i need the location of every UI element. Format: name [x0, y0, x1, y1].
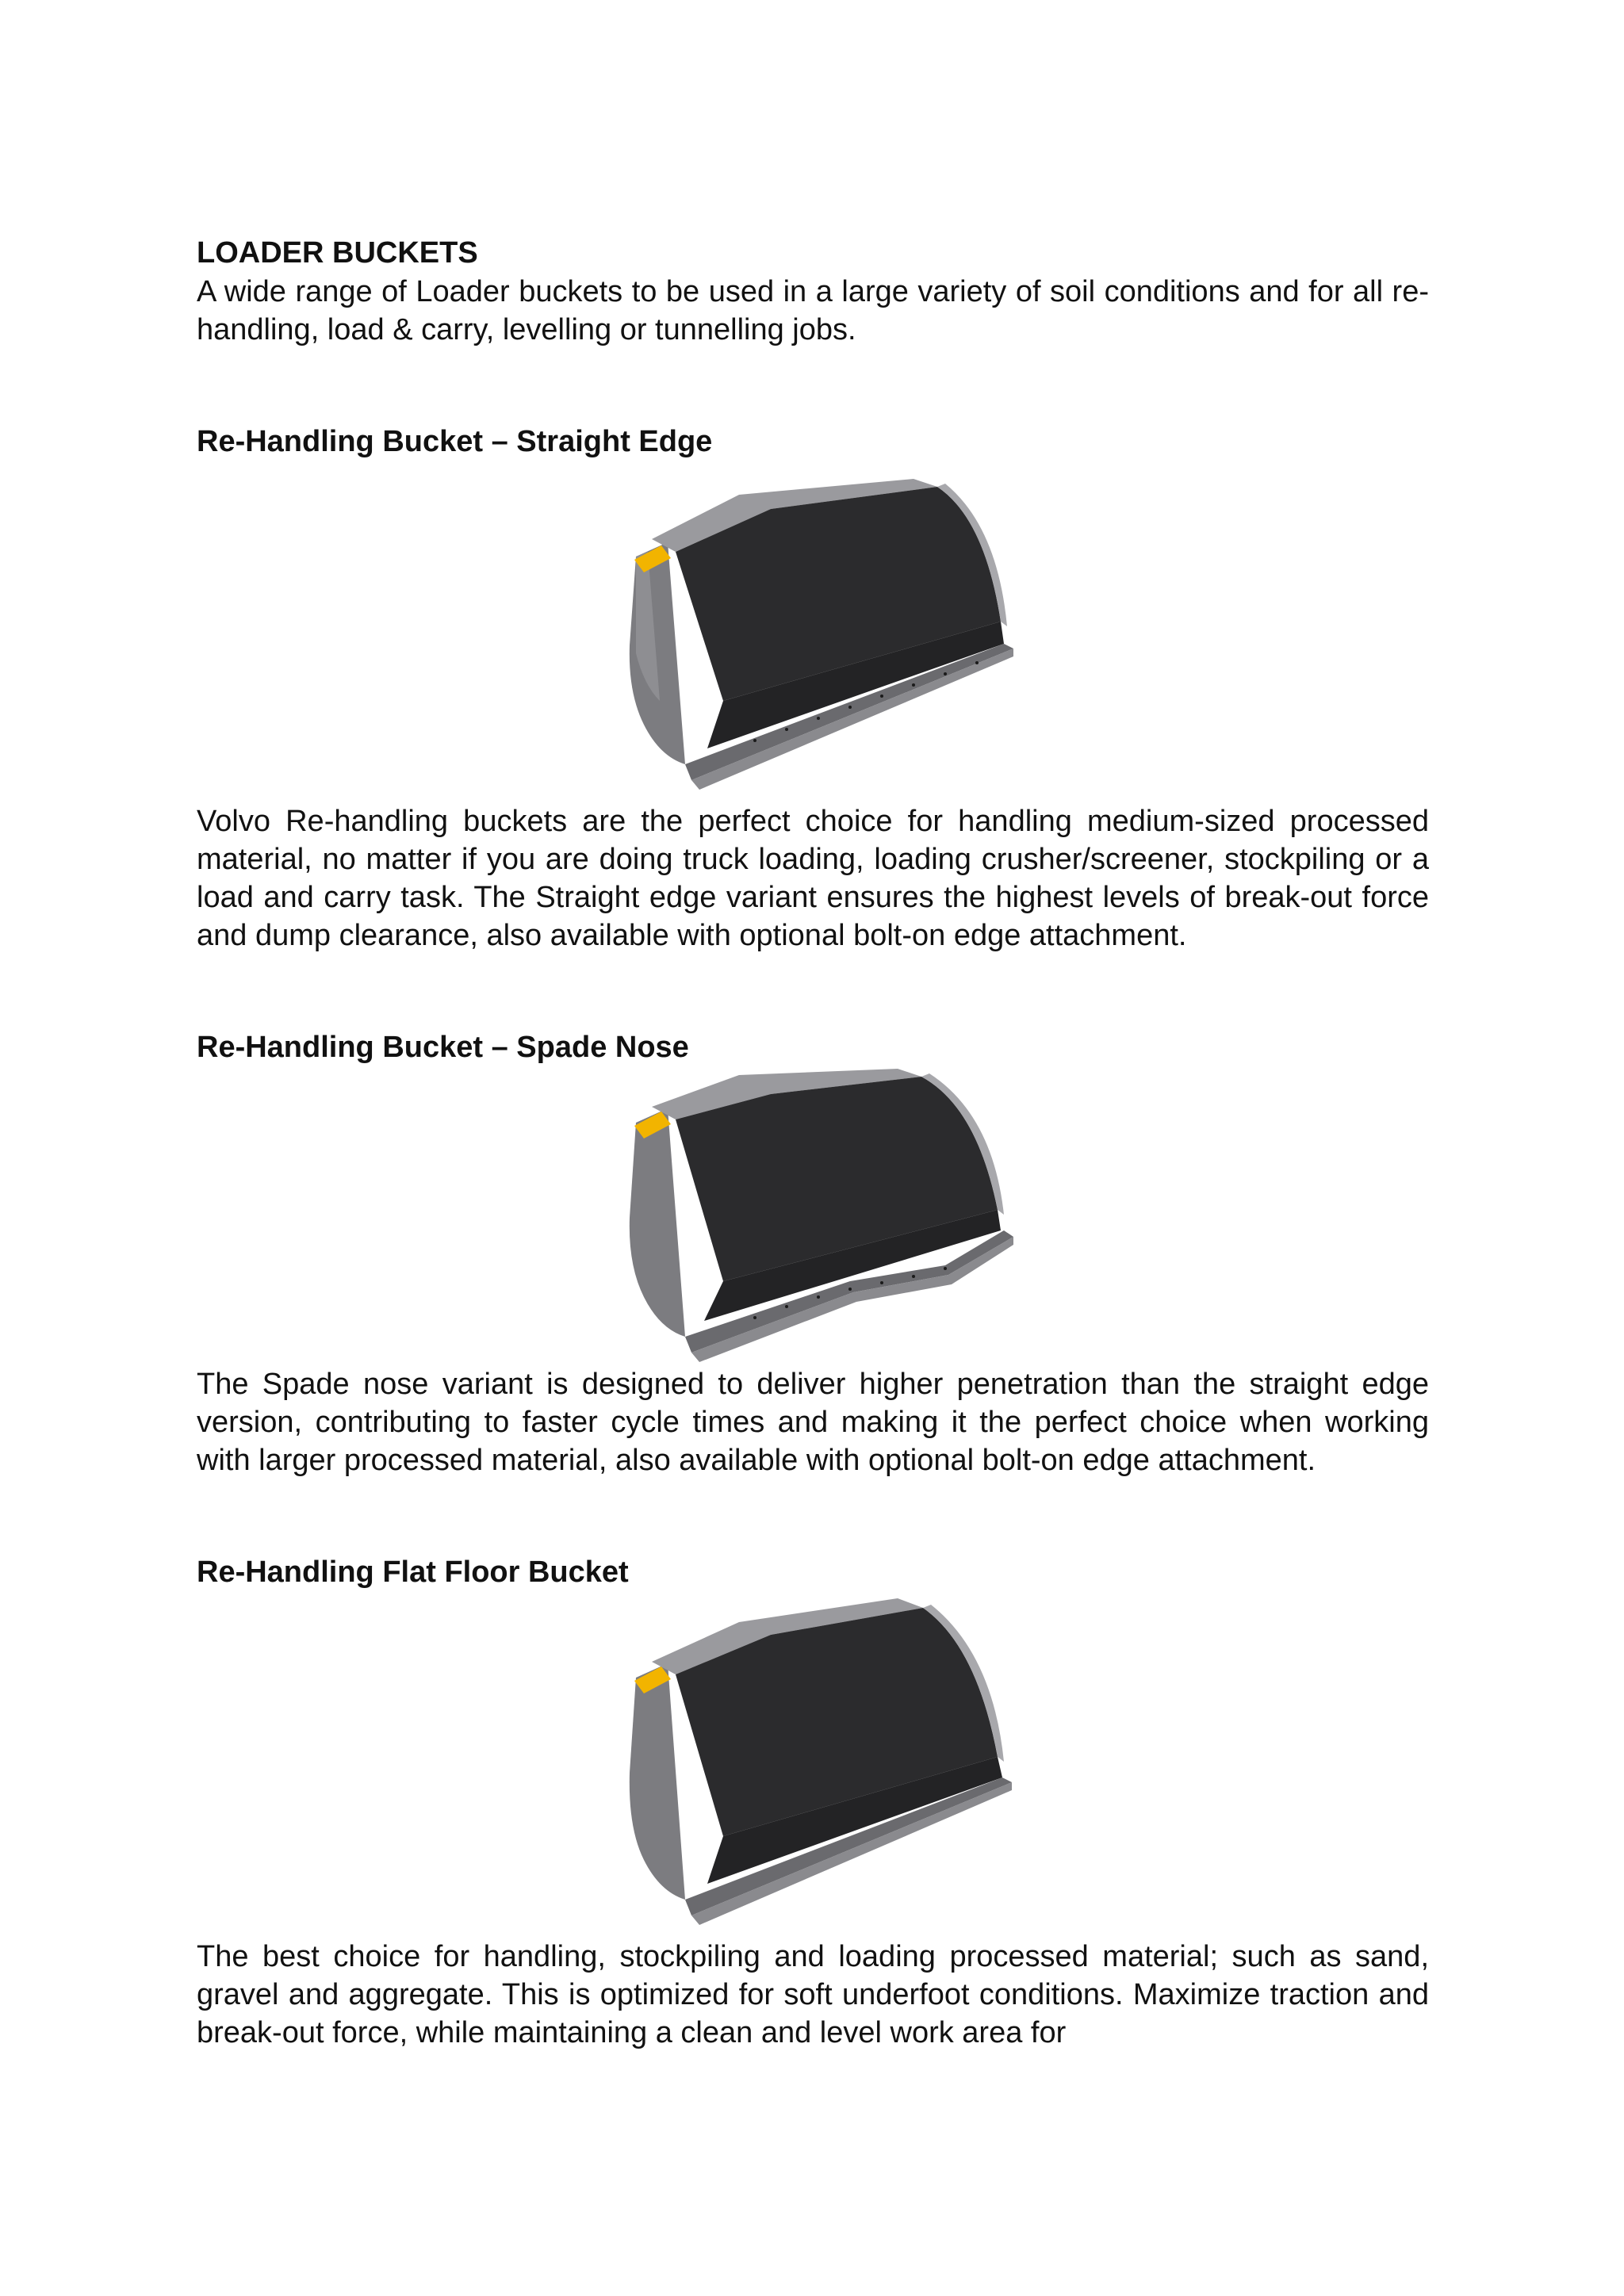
page-title: LOADER BUCKETS — [197, 236, 478, 270]
bucket-flat-floor-image — [612, 1598, 1013, 1936]
section-text-flat-floor: The best choice for handling, stockpiling and loading processed material; such as sand, gravel and aggregate. This is optimized for soft underfoot conditions. Maximize traction and break-out force, while maintaining a clean and level work area for — [197, 1940, 1429, 2049]
section-text-spade-nose: The Spade nose variant is designed to deliver higher penetration than the straight edge version, contributing to faster cycle times and making it the perfect choice when working with larger processed material, also available with optional bolt-on edge attachment. — [197, 1368, 1429, 1477]
section-heading-spade-nose: Re-Handling Bucket – Spade Nose — [197, 1031, 689, 1064]
bucket-spade-nose-image — [612, 1067, 1013, 1365]
bucket-straight-edge-image — [612, 463, 1013, 796]
bucket-flat-floor-drawing — [612, 1598, 1013, 1936]
section-heading-straight-edge: Re-Handling Bucket – Straight Edge — [197, 425, 713, 458]
section-text-straight-edge: Volvo Re-handling buckets are the perfect choice for handling medium-sized processed material, no matter if you are doing truck loading, loading crusher/screener, stockpiling or a load and carry task. The Straight edge variant ensures the highest levels of break-out force and dump clearance, also available with optional bolt-on edge attachment. — [197, 805, 1429, 952]
intro-paragraph: A wide range of Loader buckets to be used in a large variety of soil conditions and for all re-handling, load & carry, levelling or tunnelling jobs. — [197, 275, 1429, 346]
section-heading-flat-floor: Re-Handling Flat Floor Bucket — [197, 1556, 629, 1589]
bucket-spade-nose-drawing — [612, 1067, 1013, 1365]
bucket-straight-edge-drawing — [612, 463, 1013, 796]
